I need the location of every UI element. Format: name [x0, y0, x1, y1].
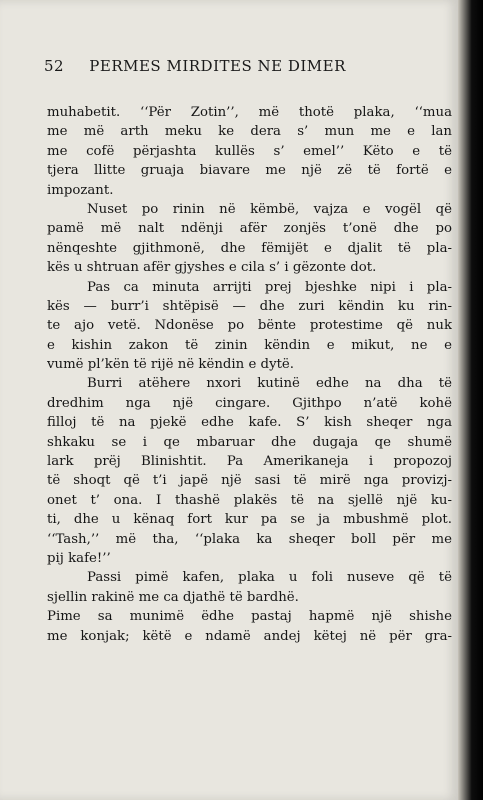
text-line: të shoqt që t’i japë një sasi të mirë nga provizj- — [47, 473, 452, 489]
text-line: pamë më nalt ndënji afër zonjës t’onë dhe po — [47, 221, 452, 237]
text-line: sjellin rakinë me ca djathë të bardhë. — [47, 589, 299, 605]
text-line: tjera llitte gruaja biavare me një zë të fortë e — [47, 163, 452, 179]
text-line: Burri atëhere nxori kutinë edhe na dha të — [87, 376, 452, 392]
text-line: me më arth meku ke dera s’ mun me e lan — [47, 124, 452, 140]
text-line: muhabetit. ‘‘Për Zotin’’, më thotë plaka, ‘‘mua — [47, 105, 452, 120]
text-line: vumë pl’kën të rijë në këndin e dytë. — [47, 357, 295, 373]
text-line: ti, dhe u kënaq fort kur pa se ja mbushmë plot. — [47, 512, 452, 528]
running-title: PERMES MIRDITES NE DIMER — [89, 57, 346, 75]
text-line: ‘‘Tash,’’ më tha, ‘‘plaka ka sheqer boll për me — [47, 531, 452, 547]
text-line: filloj të na pjekë edhe kafe. S’ kish sheqer nga — [47, 415, 452, 431]
text-line: shkaku se i qe mbaruar dhe dugaja qe shumë — [47, 434, 452, 450]
text-line: pij kafe!’’ — [47, 550, 111, 566]
text-line: e kishin zakon të zinin këndin e mikut, ne e — [47, 337, 452, 353]
text-line: dredhim nga një cingare. Gjithpo n’atë kohë — [47, 395, 452, 411]
page-edge-shadow — [458, 0, 483, 800]
text-line: Nuset po rinin në këmbë, vajza e vogël që — [87, 201, 452, 217]
text-line: Pime sa munimë ëdhe pastaj hapmë një shishe — [47, 609, 452, 625]
text-line: nënqeshte gjithmonë, dhe fëmijët e djalit të pla- — [47, 240, 452, 256]
text-line: onet t’ ona. I thashë plakës të na sjellë një ku- — [47, 492, 452, 508]
text-line: impozant. — [47, 182, 114, 198]
text-line: lark prëj Blinishtit. Pa Amerikaneja i propozoj — [47, 454, 452, 470]
running-header — [44, 57, 444, 79]
text-line: me konjak; këtë e ndamë andej këtej në për gra- — [47, 628, 452, 644]
text-line: te ajo vetë. Ndonëse po bënte protestime që nuk — [47, 318, 452, 334]
text-line: kës u shtruan afër gjyshes e cila s’ i gëzonte dot. — [47, 260, 377, 276]
text-line: kës — burr’i shtëpisë — dhe zuri këndin ku rin- — [47, 298, 452, 314]
body-text — [47, 103, 452, 646]
page-number: 52 — [44, 57, 65, 75]
text-line: Passi pimë kafen, plaka u foli nuseve që të — [87, 570, 452, 586]
text-line: Pas ca minuta arrijti prej bjeshke nipi i pla- — [87, 279, 452, 295]
text-line: me cofë përjashta kullës s’ emel’’ Këto e të — [47, 143, 452, 159]
